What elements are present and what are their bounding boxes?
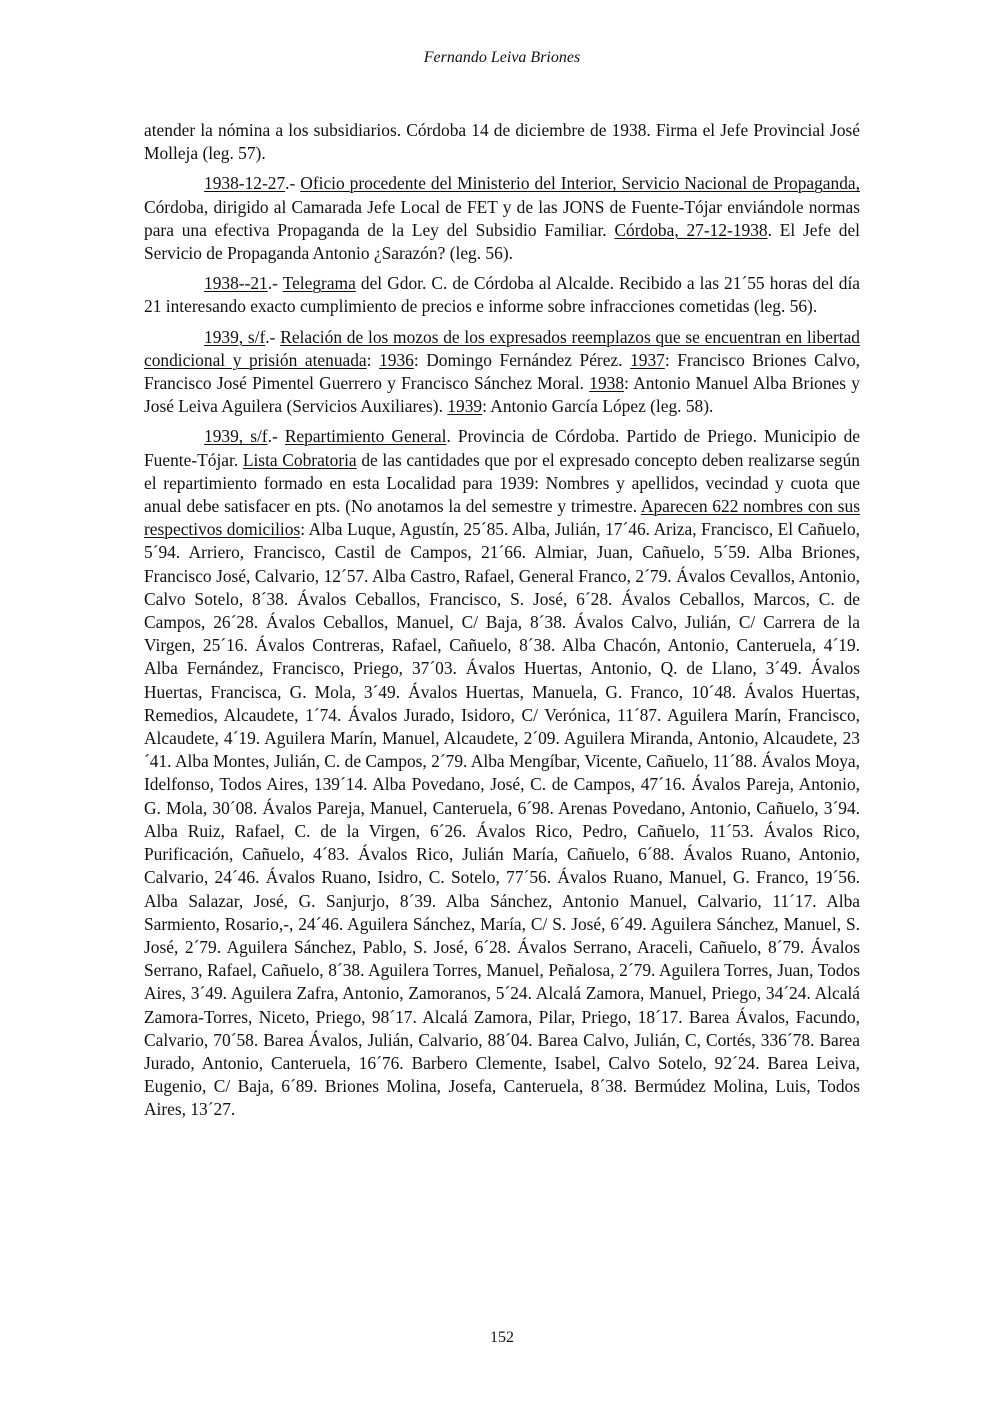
entry-date: 1939, s/f (204, 426, 268, 447)
body-text (144, 119, 860, 1129)
entry-text: Córdoba, dirigido al Camarada Jefe Local de FET y de las JONS de Fuente-Tójar enviándole normas para una efectiva Propaganda de la Ley del Subsidio Familiar. (144, 196, 860, 240)
entry-note: Aparecen 622 nombres con sus respectivos domicilios (144, 496, 860, 540)
entry-1938-21 (144, 272, 860, 318)
entry-text: . Provincia de Córdoba. Partido de Priego. Municipio de Fuente-Tójar. (144, 426, 860, 470)
entry-text: : (366, 349, 380, 370)
entry-text: : Antonio Manuel Alba Briones y José Leiva Aguilera (Servicios Auxiliares). (144, 373, 860, 417)
year-label: 1936 (379, 349, 414, 370)
entry-1938-12-27 (144, 172, 860, 265)
entry-place-date: Córdoba, 27-12-1938 (614, 219, 768, 240)
entry-text: . El Jefe del Servicio de Propaganda Antonio ¿Sarazón? (leg. 56). (144, 219, 861, 264)
entry-text: : Antonio García López (leg. 58). (482, 396, 714, 417)
entry-date: 1939, s/f (204, 326, 266, 347)
entry-subtitle: Lista Cobratoria (242, 449, 357, 470)
entry-date: 1938-12-27 (204, 173, 286, 194)
entry-title: Telegrama (282, 273, 356, 294)
entry-title: Oficio procedente del Ministerio del Interior, Servicio Nacional de Propaganda, (300, 173, 860, 194)
entry-title: Repartimiento General (284, 426, 447, 447)
entry-text: del Gdor. C. de Córdoba al Alcalde. Recibido a las 21´55 horas del día 21 interesando exacto cumplimiento de precios e informe sobre infracciones cometidas (leg. 56). (144, 273, 860, 317)
page-number: 152 (490, 1329, 514, 1346)
entry-1939-sf-mozos (144, 326, 860, 419)
entry-title: Relación de los mozos de los expresados reemplazos que se encuentran en libertad condicional y prisión atenuada (144, 326, 860, 370)
entry-separator: .- (285, 173, 301, 194)
entry-1939-sf-repartimiento (144, 425, 860, 1121)
entry-separator: .- (267, 273, 283, 294)
entry-text: de las cantidades que por el expresado concepto deben realizarse según el repartimiento formado en esta Localidad para 1939: Nombres y apellidos, vecindad y cuota que anual debe satisfacer en pts. (No anotamos la del semestre y trimestre. (144, 449, 860, 517)
running-header: Fernando Leiva Briones (423, 49, 581, 66)
year-label: 1938 (589, 373, 625, 394)
year-label: 1939 (447, 396, 483, 417)
paragraph-text: atender la nómina a los subsidiarios. Córdoba 14 de diciembre de 1938. Firma el Jefe Provincial José Molleja (leg. 57). (144, 120, 860, 164)
year-label: 1937 (630, 349, 665, 370)
entry-text: : Domingo Fernández Pérez. (413, 349, 631, 370)
paragraph-continuation (144, 119, 860, 165)
entry-date: 1938--21 (204, 273, 268, 294)
entry-text: : Alba Luque, Agustín, 25´85. Alba, Julián, 17´46. Ariza, Francisco, El Cañuelo, 5´94. Arriero, Francisco, Castil de Campos, 21´66. Almiar, Juan, Cañuelo, 5´59. Alba Briones, Francisco José, Calvario, 12´57. Alba Castro, Rafael, General Franco, 2´79. Ávalos Cevallos, Antonio, Calvo Sotelo, 8´38. Ávalos Ceballos, Francisco, S. José, 6´28. Ávalos Ceballos, Marcos, C. de Campos, 26´28. Ávalos Ceballos, Manuel, C/ Baja, 8´38. Ávalos Calvo, Julián, C/ Carrera de la Virgen, 25´16. Ávalos Contreras, Rafael, Cañuelo, 8´38. Alba Chacón, Antonio, Canteruela, 4´19. Alba Fernández, Francisco, Priego, 37´03. Ávalos Huertas, Antonio, Q. de Llano, 3´49. Ávalos Huertas, Francisca, G. Mola, 3´49. Ávalos Huertas, Manuela, G. Franco, 10´48. Ávalos Huertas, Remedios, Alcaudete, 1´74. Ávalos Jurado, Isidoro, C/ Verónica, 11´87. Aguilera Marín, Francisco, Alcaudete, 4´19. Aguilera Marín, Manuel, Alcaudete, 2´09. Aguilera Miranda, Antonio, Alcaudete, 23´41. Alba Montes, Julián, C. de Campos, 2´79. Alba Mengíbar, Vicente, Cañuelo, 11´88. Ávalos Moya, Idelfonso, Todos Aires, 139´14. Alba Povedano, José, C. de Campos, 47´16. Ávalos Pareja, Antonio, G. Mola, 30´08. Ávalos Pareja, Manuel, Canteruela, 6´98. Arenas Povedano, Antonio, Cañuelo, 3´94. Alba Ruiz, Rafael, C. de la Virgen, 6´26. Ávalos Rico, Pedro, Cañuelo, 11´53. Ávalos Rico, Purificación, Cañuelo, 4´83. Ávalos Rico, Julián María, Cañuelo, 6´88. Ávalos Ruano, Antonio, Calvario, 24´46. Ávalos Ruano, Isidro, C. Sotelo, 77´56. Ávalos Ruano, Manuel, G. Franco, 19´56. Alba Salazar, José, G. Sanjurjo, 8´39. Alba Sánchez, Antonio Manuel, Calvario, 11´17. Alba Sarmiento, Rosario,-, 24´46. Aguilera Sánchez, María, C/ S. José, 6´49. Aguilera Sánchez, Manuel, S. José, 2´79. Aguilera Sánchez, Pablo, S. José, 6´28. Ávalos Serrano, Araceli, Cañuelo, 8´79. Ávalos Serrano, Rafael, Cañuelo, 8´38. Aguilera Torres, Manuel, Peñalosa, 2´79. Aguilera Torres, Juan, Todos Aires, 3´49. Aguilera Zafra, Antonio, Zamoranos, 5´24. Alcalá Zamora, Manuel, Priego, 34´24. Alcalá Zamora-Torres, Niceto, Priego, 98´17. Alcalá Zamora, Pilar, Priego, 18´17. Barea Ávalos, Facundo, Calvario, 70´58. Barea Ávalos, Julián, Calvario, 88´04. Barea Calvo, Julián, C, Cortés, 336´78. Barea Jurado, Antonio, Canteruela, 16´76. Barbero Clemente, Isabel, Calvo Sotelo, 92´24. Barea Leiva, Eugenio, C/ Baja, 6´89. Briones Molina, Josefa, Canteruela, 8´38. Bermúdez Molina, Luis, Todos Aires, 13´27. (144, 519, 860, 1120)
entry-separator: .- (265, 326, 281, 347)
entry-separator: .- (267, 426, 285, 447)
entry-text: : Francisco Briones Calvo, Francisco José Pimentel Guerrero y Francisco Sánchez Moral. (144, 349, 860, 394)
